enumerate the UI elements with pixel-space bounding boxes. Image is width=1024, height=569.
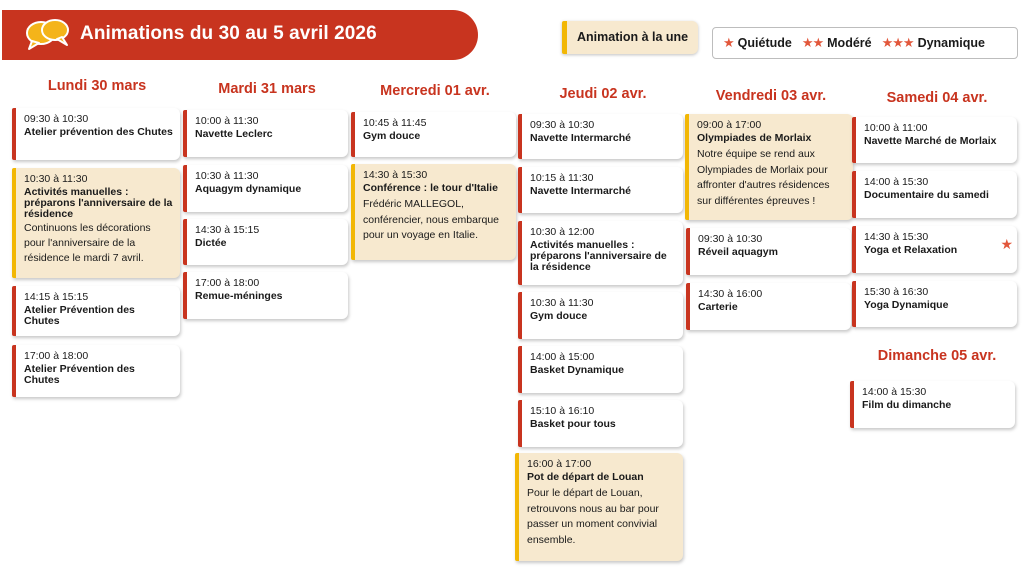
event-card[interactable]: [12, 108, 180, 160]
legend-item-dynamique: [882, 35, 985, 51]
event-time: 10:00 à 11:30: [195, 115, 259, 127]
event-time: 14:30 à 15:30: [864, 231, 929, 243]
event-description: Pour le départ de Louan, retrouvons nous au bar pour passer un moment convivial ensemble.: [527, 487, 659, 546]
event-time: 10:30 à 11:30: [24, 173, 88, 185]
event-card[interactable]: [183, 165, 348, 212]
event-title: Gym douce: [530, 310, 588, 322]
event-card[interactable]: [518, 114, 683, 159]
event-card-featured[interactable]: [351, 164, 516, 260]
event-title: Film du dimanche: [862, 399, 952, 411]
featured-legend-badge: Animation à la une: [562, 21, 698, 54]
event-card-featured[interactable]: [515, 453, 683, 561]
event-time: 09:30 à 10:30: [698, 233, 763, 245]
day-title-lundi: Lundi 30 mars: [47, 78, 147, 94]
event-time: 14:00 à 15:30: [864, 176, 929, 188]
event-card[interactable]: [351, 112, 516, 157]
event-card-featured[interactable]: [12, 168, 180, 278]
event-title: Atelier Prévention des Chutes: [24, 363, 135, 386]
event-title: Carterie: [698, 301, 738, 313]
event-time: 10:30 à 11:30: [530, 297, 594, 309]
event-title: Documentaire du samedi: [864, 189, 989, 201]
event-title: Pot de départ de Louan: [527, 471, 644, 483]
intensity-legend: [712, 27, 1018, 59]
star-icon: ★: [723, 35, 734, 50]
event-time: 14:30 à 15:15: [195, 224, 260, 236]
event-time: 10:30 à 12:00: [530, 226, 595, 238]
event-card[interactable]: [852, 171, 1017, 218]
event-time: 09:30 à 10:30: [530, 119, 595, 131]
event-title: Navette Intermarché: [530, 132, 631, 144]
event-title: Réveil aquagym: [698, 246, 778, 258]
event-title: Basket Dynamique: [530, 364, 624, 376]
star-icon: ★★: [801, 35, 824, 50]
event-time: 14:00 à 15:30: [862, 386, 927, 398]
event-description: Frédéric MALLEGOL, conférencier, nous embarque pour un voyage en Italie.: [363, 198, 500, 241]
event-card[interactable]: [850, 381, 1015, 428]
event-card[interactable]: [852, 281, 1017, 327]
event-card[interactable]: [12, 345, 180, 397]
event-title: Navette Leclerc: [195, 128, 273, 140]
day-title-samedi: Samedi 04 avr.: [886, 90, 988, 106]
event-title: Activités manuelles : préparons l'anniversaire de la résidence: [24, 186, 173, 220]
event-card[interactable]: [183, 219, 348, 265]
legend-label: Dynamique: [917, 36, 985, 50]
event-title: Navette Intermarché: [530, 185, 631, 197]
event-time: 10:00 à 11:00: [864, 122, 928, 134]
event-title: Yoga et Relaxation: [864, 244, 958, 256]
event-title: Atelier prévention des Chutes: [24, 126, 173, 138]
day-title-vendredi: Vendredi 03 avr.: [715, 88, 827, 104]
event-card[interactable]: [183, 110, 348, 157]
event-card[interactable]: [12, 286, 180, 336]
star-icon: ★: [1000, 236, 1013, 252]
event-title: Aquagym dynamique: [195, 183, 302, 195]
event-title: Conférence : le tour d'Italie: [363, 182, 498, 194]
event-time: 09:30 à 10:30: [24, 113, 89, 125]
event-card[interactable]: [518, 221, 683, 285]
event-title: Yoga Dynamique: [864, 299, 949, 311]
event-card[interactable]: [518, 400, 683, 447]
event-time: 10:45 à 11:45: [363, 117, 427, 129]
event-card[interactable]: [518, 167, 683, 213]
event-title: Atelier Prévention des Chutes: [24, 304, 135, 327]
event-card-featured[interactable]: [685, 114, 853, 220]
star-icon: ★★★: [881, 35, 914, 50]
chat-bubbles-icon: [24, 16, 72, 56]
event-title: Gym douce: [363, 130, 421, 142]
event-time: 14:30 à 16:00: [698, 288, 763, 300]
day-title-dimanche: Dimanche 05 avr.: [877, 348, 997, 364]
event-time: 15:30 à 16:30: [864, 286, 929, 298]
event-title: Basket pour tous: [530, 418, 616, 430]
event-title: Activités manuelles : préparons l'anniversaire de la résidence: [530, 239, 667, 273]
event-card[interactable]: [518, 346, 683, 393]
event-title: Navette Marché de Morlaix: [864, 135, 997, 147]
event-time: 14:00 à 15:00: [530, 351, 595, 363]
legend-item-quietude: [723, 35, 792, 51]
event-time: 14:15 à 15:15: [24, 291, 89, 303]
day-title-mercredi: Mercredi 01 avr.: [380, 83, 490, 99]
event-card[interactable]: [686, 228, 851, 275]
event-description: Continuons les décorations pour l'anniversaire de la résidence le mardi 7 avril.: [24, 222, 151, 264]
event-time: 16:00 à 17:00: [527, 458, 592, 470]
event-title: Dictée: [195, 237, 227, 249]
event-card[interactable]: [183, 272, 348, 319]
event-time: 14:30 à 15:30: [363, 169, 428, 181]
header-banner: [2, 10, 478, 60]
event-title: Remue-méninges: [195, 290, 283, 302]
event-time: 17:00 à 18:00: [24, 350, 89, 362]
page-title: Animations du 30 au 5 avril 2026: [80, 23, 377, 44]
event-time: 09:00 à 17:00: [697, 119, 762, 131]
event-card[interactable]: [686, 283, 851, 330]
event-title: Olympiades de Morlaix: [697, 132, 812, 144]
legend-label: Modéré: [827, 36, 872, 50]
legend-item-modere: [802, 35, 872, 51]
day-title-jeudi: Jeudi 02 avr.: [559, 86, 647, 102]
event-card[interactable]: [852, 117, 1017, 163]
event-time: 10:30 à 11:30: [195, 170, 259, 182]
event-time: 10:15 à 11:30: [530, 172, 594, 184]
event-card[interactable]: [518, 292, 683, 339]
event-description: Notre équipe se rend aux Olympiades de Morlaix pour affronter d'autres résidences sur différentes épreuves !: [697, 148, 830, 207]
legend-label: Quiétude: [737, 36, 792, 50]
event-time: 15:10 à 16:10: [530, 405, 595, 417]
day-title-mardi: Mardi 31 mars: [218, 81, 316, 97]
event-time: 17:00 à 18:00: [195, 277, 260, 289]
event-card[interactable]: [852, 226, 1017, 273]
